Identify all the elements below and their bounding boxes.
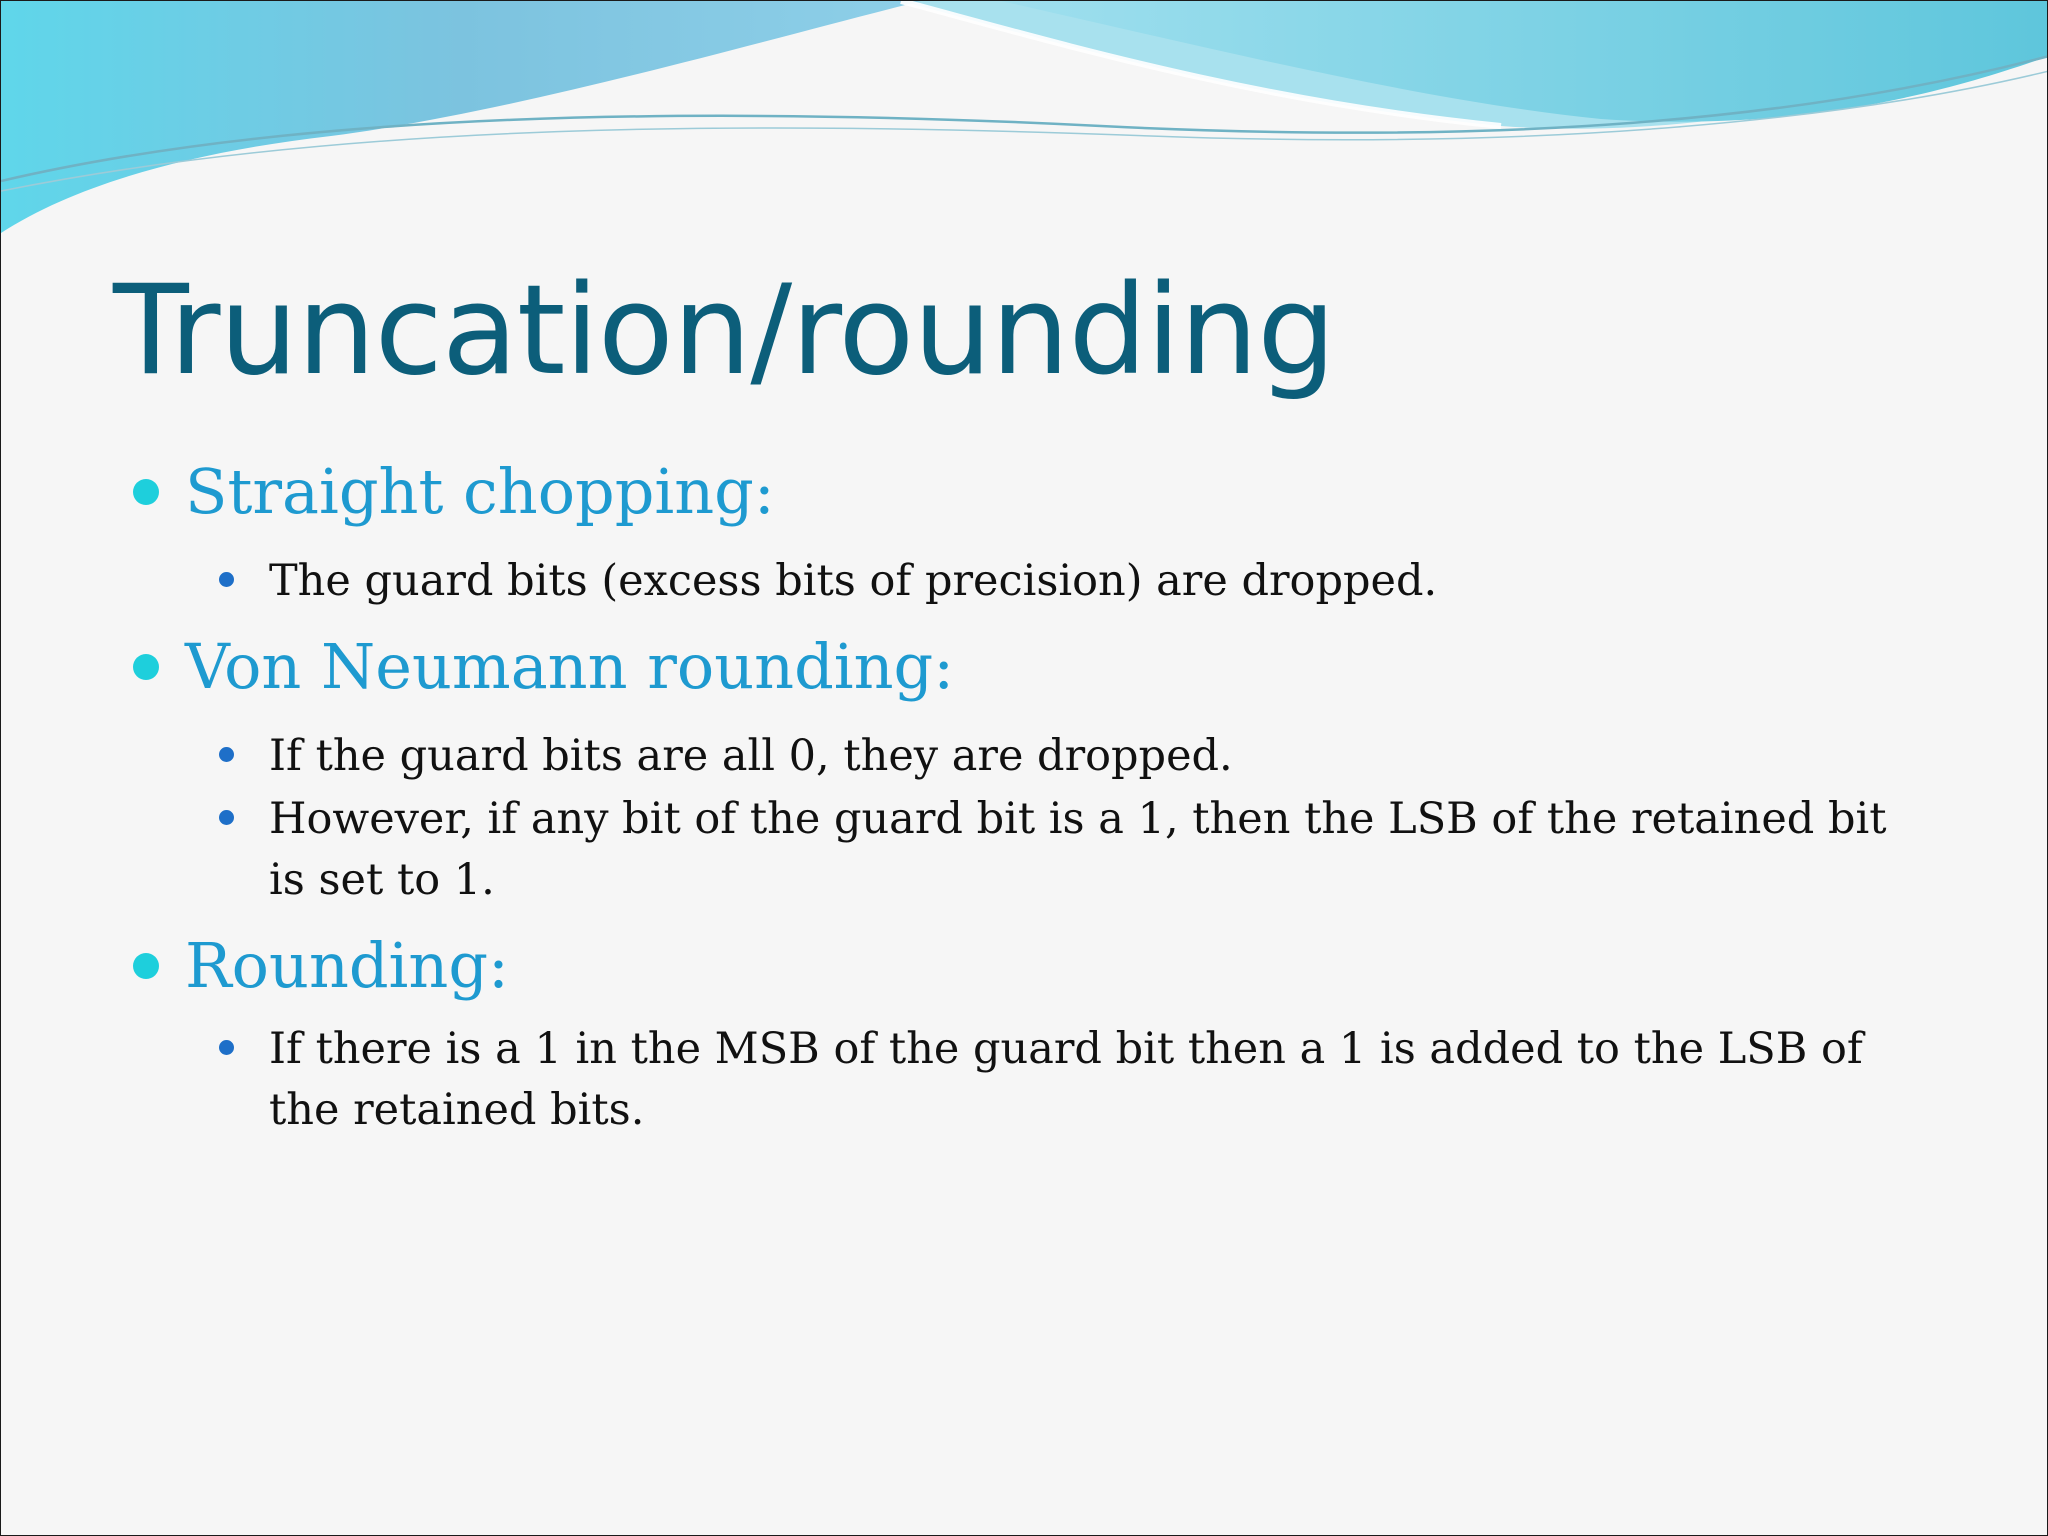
section-heading-text: Straight chopping: [185, 455, 775, 528]
bullet-dot-icon [219, 747, 234, 762]
list-item [129, 551, 1909, 612]
bullet-dot-icon [219, 1040, 234, 1055]
list-item-text: If the guard bits are all 0, they are dropped. [269, 731, 1233, 781]
list-item [129, 1019, 1909, 1141]
list-item [129, 726, 1909, 787]
section-heading [129, 925, 1929, 1007]
bullet-dot-icon [133, 953, 159, 979]
section-heading-text: Rounding: [185, 929, 509, 1002]
list-item [129, 789, 1909, 911]
bullet-dot-icon [133, 479, 159, 505]
page-title: Truncation/rounding [113, 259, 1335, 403]
section-heading [129, 626, 1929, 708]
bullet-dot-icon [219, 572, 234, 587]
section-heading [129, 451, 1929, 533]
bullet-dot-icon [219, 810, 234, 825]
list-item-text: However, if any bit of the guard bit is a 1, then the LSB of the retained bit is set to 1. [269, 794, 1887, 905]
header-wave-decoration [1, 1, 2048, 241]
bullet-dot-icon [133, 654, 159, 680]
list-item-text: The guard bits (excess bits of precision) are dropped. [269, 556, 1438, 606]
section-heading-text: Von Neumann rounding: [185, 630, 955, 703]
bullet-content [129, 451, 1929, 1141]
list-item-text: If there is a 1 in the MSB of the guard bit then a 1 is added to the LSB of the retained bits. [269, 1024, 1863, 1135]
